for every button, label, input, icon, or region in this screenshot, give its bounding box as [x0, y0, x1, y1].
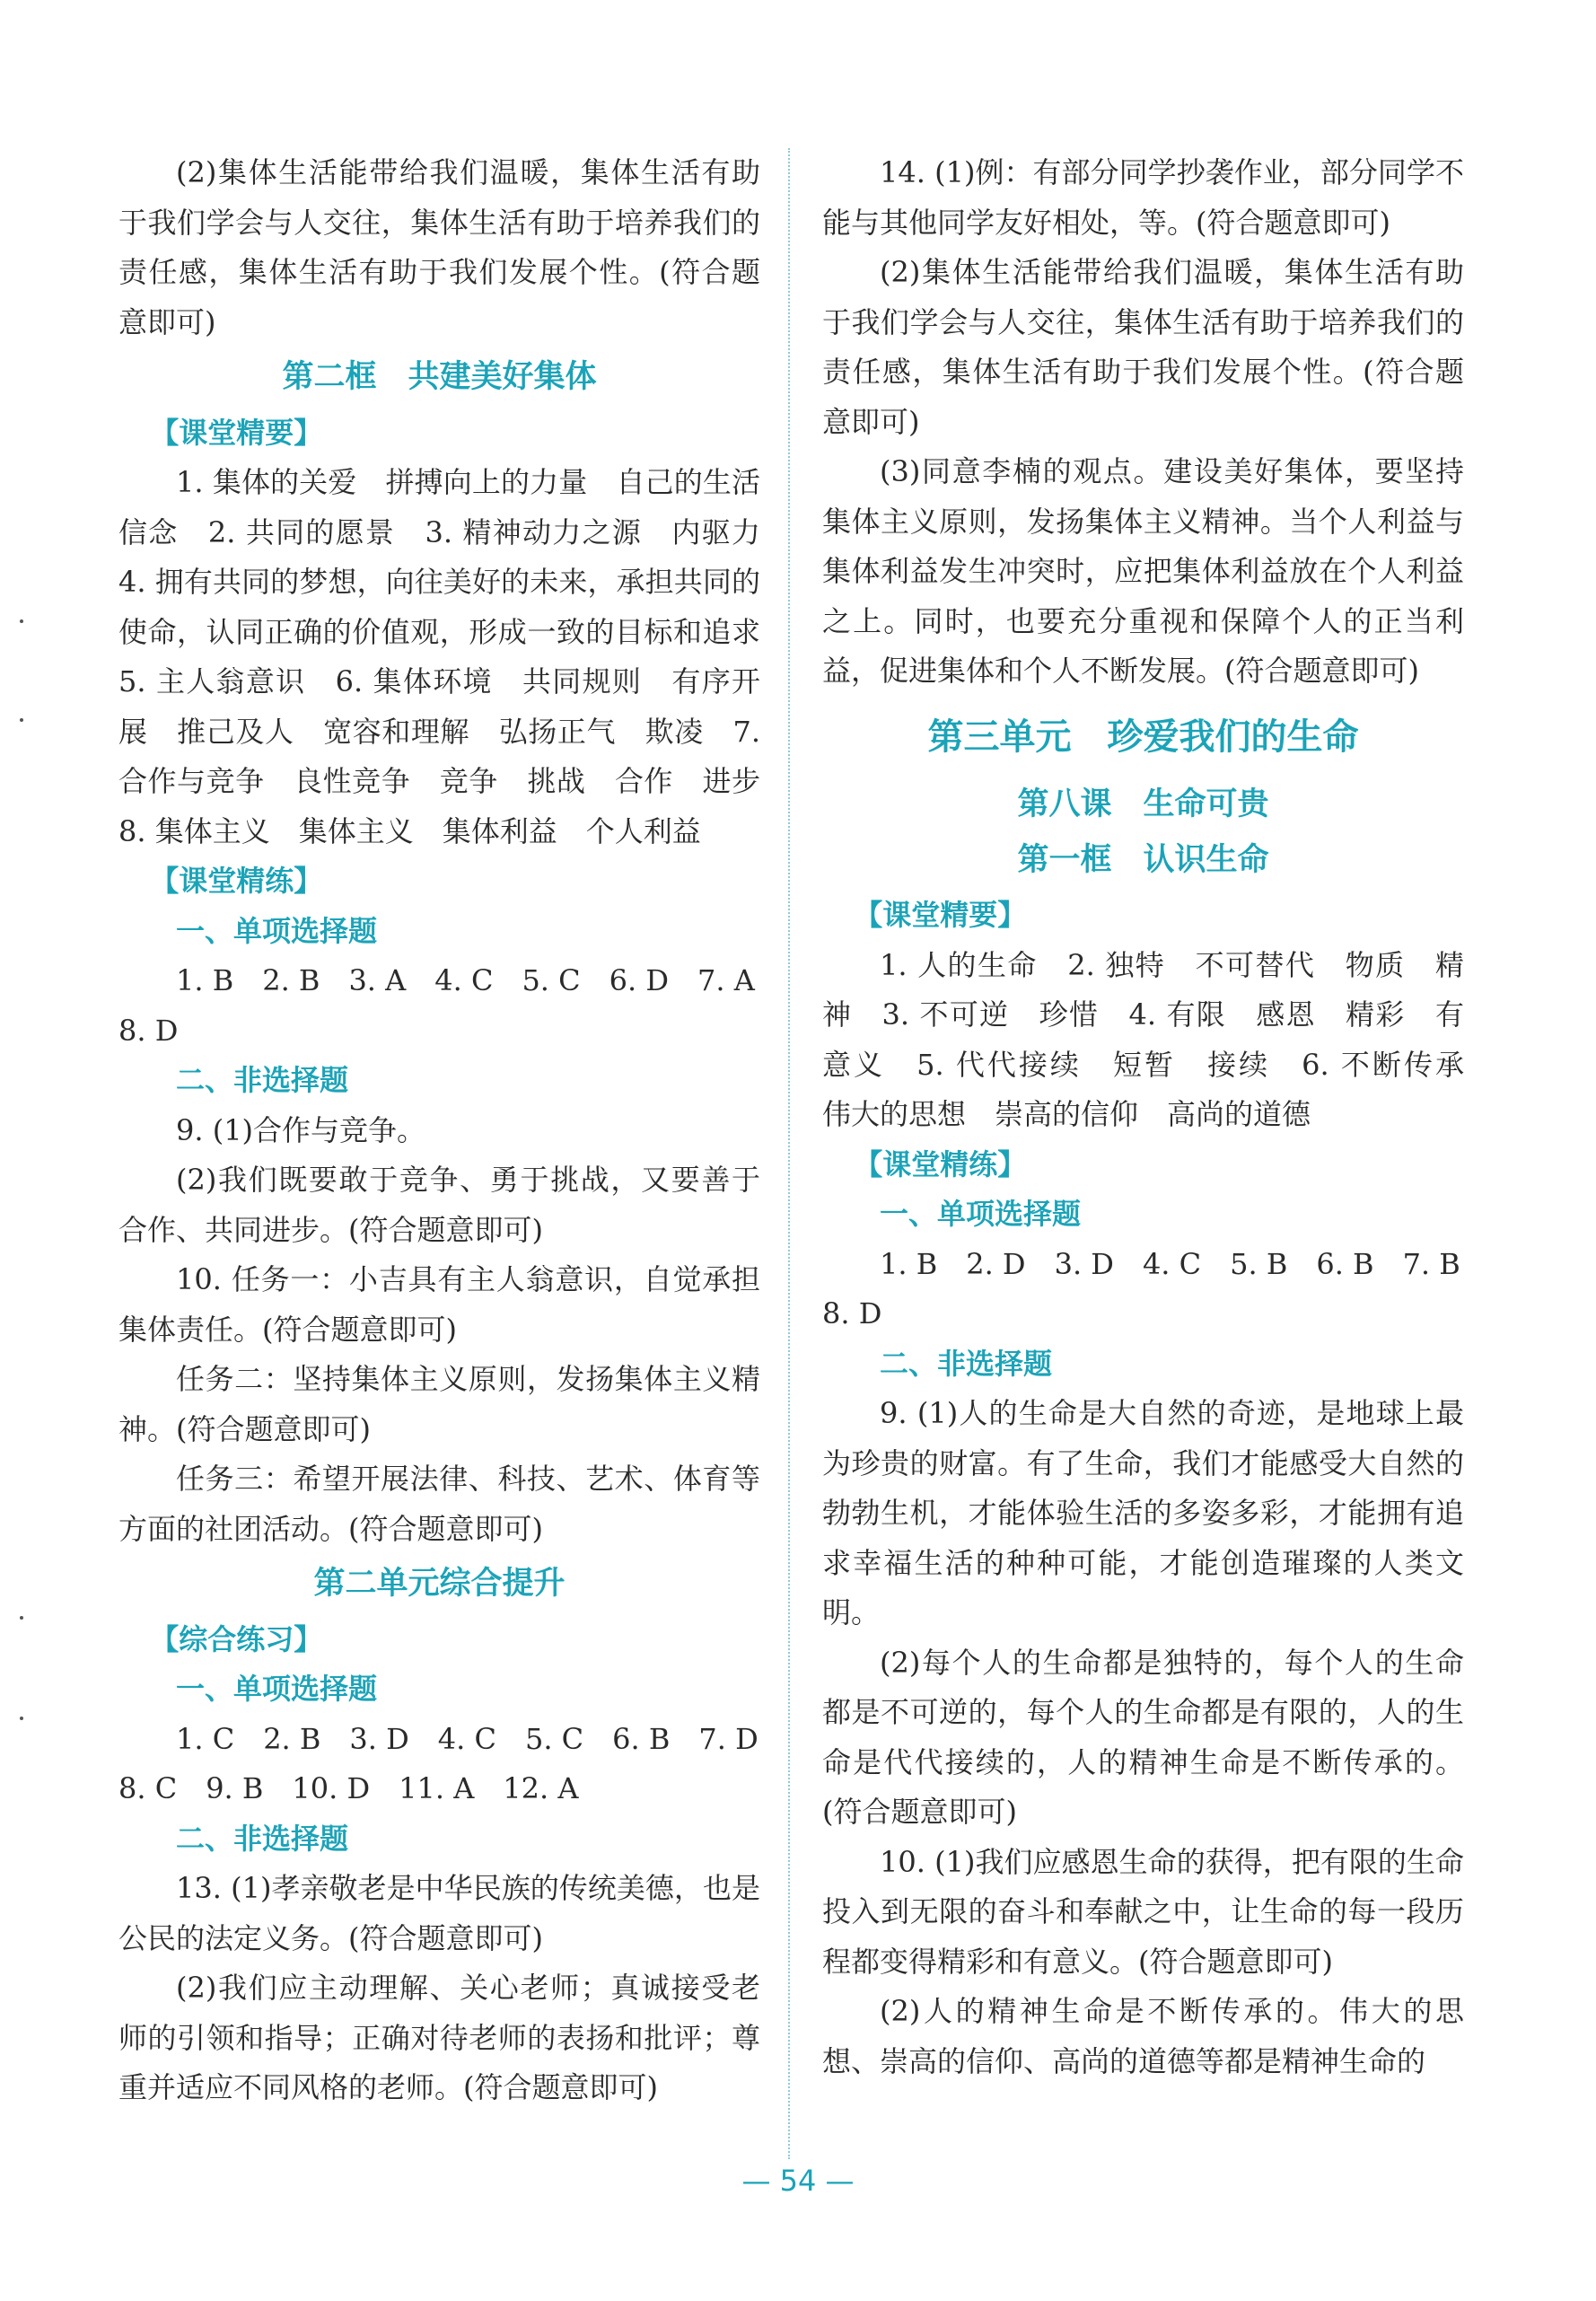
section-title: 第二单元综合提升	[313, 1566, 566, 1602]
margin-dot	[20, 1616, 23, 1620]
paragraph: 8. D	[822, 1296, 882, 1331]
section-title: 第八课 生命可贵	[1017, 786, 1269, 822]
paragraph: 1. C 2. B 3. D 4. C 5. C 6. B 7. D	[176, 1721, 759, 1756]
paragraph: (3)同意李楠的观点。建设美好集体，要坚持集体主义原则，发扬集体主义精神。当个人利益与集体利益发生冲突时，应把集体利益放在个人利益之上。同时，也要充分重视和保障个人的正当利益，促进集体和个人不断发展。(符合题意即可)	[822, 454, 1464, 688]
paragraph: 1. 人的生命 2. 独特 不可替代 物质 精神 3. 不可逆 珍惜 4. 有限 感恩 精彩 有意义 5. 代代接续 短暂 接续 6. 不断传承 伟大的思想 崇高的信仰 高尚的道德	[822, 947, 1494, 1131]
unit-title: 第三单元 珍爱我们的生命	[927, 716, 1359, 758]
paragraph: 8. C 9. B 10. D 11. A 12. A	[118, 1771, 579, 1805]
paragraph: 任务二：坚持集体主义原则，发扬集体主义精神。(符合题意即可)	[118, 1362, 760, 1446]
subsection-heading: 一、单项选择题	[176, 1672, 378, 1706]
page-number: — 54 —	[741, 2164, 855, 2198]
subsection-heading: 一、单项选择题	[880, 1197, 1082, 1231]
paragraph: 9. (1)人的生命是大自然的奇迹，是地球上最为珍贵的财富。有了生命，我们才能感受大自然的勃勃生机，才能体验生活的多姿多彩，才能拥有追求幸福生活的种种可能，才能创造璀璨的人类文明。	[822, 1396, 1464, 1629]
margin-dot	[20, 619, 23, 623]
paragraph: 1. B 2. D 3. D 4. C 5. B 6. B 7. B	[880, 1246, 1460, 1281]
column-divider	[788, 148, 790, 2159]
paragraph: 1. B 2. B 3. A 4. C 5. C 6. D 7. A	[176, 963, 755, 997]
margin-dot	[20, 1717, 23, 1720]
right-column	[822, 148, 1494, 2086]
paragraph: 9. (1)合作与竞争。	[176, 1112, 426, 1147]
left-column	[118, 148, 790, 2113]
paragraph: 13. (1)孝亲敬老是中华民族的传统美德，也是公民的法定义务。(符合题意即可)	[118, 1871, 760, 1955]
paragraph: 10. (1)我们应感恩生命的获得，把有限的生命投入到无限的奋斗和奉献之中，让生命的每一段历程都变得精彩和有意义。(符合题意即可)	[822, 1844, 1464, 1979]
paragraph: (2)每个人的生命都是独特的，每个人的生命都是不可逆的，每个人的生命都是有限的，人的生命是代代接续的，人的精神生命是不断传承的。(符合题意即可)	[822, 1645, 1464, 1829]
margin-dot	[20, 718, 23, 722]
paragraph: 任务三：希望开展法律、科技、艺术、体育等方面的社团活动。(符合题意即可)	[118, 1462, 760, 1546]
paragraph: (2)我们应主动理解、关心老师；真诚接受老师的引领和指导；正确对待老师的表扬和批评；尊重并适应不同风格的老师。(符合题意即可)	[118, 1971, 760, 2104]
paragraph: 8. D	[118, 1013, 179, 1048]
paragraph: (2)集体生活能带给我们温暖，集体生活有助于我们学会与人交往，集体生活有助于培养我们的责任感，集体生活有助于我们发展个性。(符合题意即可)	[822, 255, 1464, 439]
section-title: 第一框 认识生命	[1017, 841, 1269, 878]
paragraph: 14. (1)例：有部分同学抄袭作业，部分同学不能与其他同学友好相处，等。(符合题意即可)	[822, 155, 1464, 240]
paragraph: 10. 任务一：小吉具有主人翁意识，自觉承担集体责任。(符合题意即可)	[118, 1262, 760, 1347]
paragraph: 1. 集体的关爱 拼搏向上的力量 自己的生活信念 2. 共同的愿景 3. 精神动力之源 内驱力 4. 拥有共同的梦想，向往美好的未来，承担共同的使命，认同正确的价值观，形成一致的目标和追求 5. 主人翁意识 6. 集体环境 共同规则 有序开展 推己及人 宽容和理解 弘扬正气 欺凌 7. 合作与竞争 良性竞争 竞争 挑战 合作 进步 8. 集体主义 集体主义 集体利益 个人利益	[118, 465, 790, 848]
subsection-heading: 二、非选择题	[176, 1821, 349, 1856]
subsection-heading: 二、非选择题	[176, 1063, 349, 1097]
subsection-heading: 二、非选择题	[880, 1346, 1053, 1381]
section-tag: 【课堂精练】	[150, 864, 323, 898]
section-tag: 【课堂精要】	[854, 898, 1027, 932]
subsection-heading: 一、单项选择题	[176, 913, 378, 948]
section-tag: 【综合练习】	[150, 1621, 323, 1656]
section-tag: 【课堂精要】	[150, 415, 323, 450]
section-tag: 【课堂精练】	[854, 1146, 1027, 1181]
section-title: 第二框 共建美好集体	[282, 359, 597, 395]
paragraph: (2)集体生活能带给我们温暖，集体生活有助于我们学会与人交往，集体生活有助于培养我们的责任感，集体生活有助于我们发展个性。(符合题意即可)	[118, 155, 760, 339]
paragraph: (2)我们既要敢于竞争、勇于挑战，又要善于合作、共同进步。(符合题意即可)	[118, 1163, 760, 1247]
paragraph: (2)人的精神生命是不断传承的。伟大的思想、崇高的信仰、高尚的道德等都是精神生命的	[822, 1994, 1464, 2078]
